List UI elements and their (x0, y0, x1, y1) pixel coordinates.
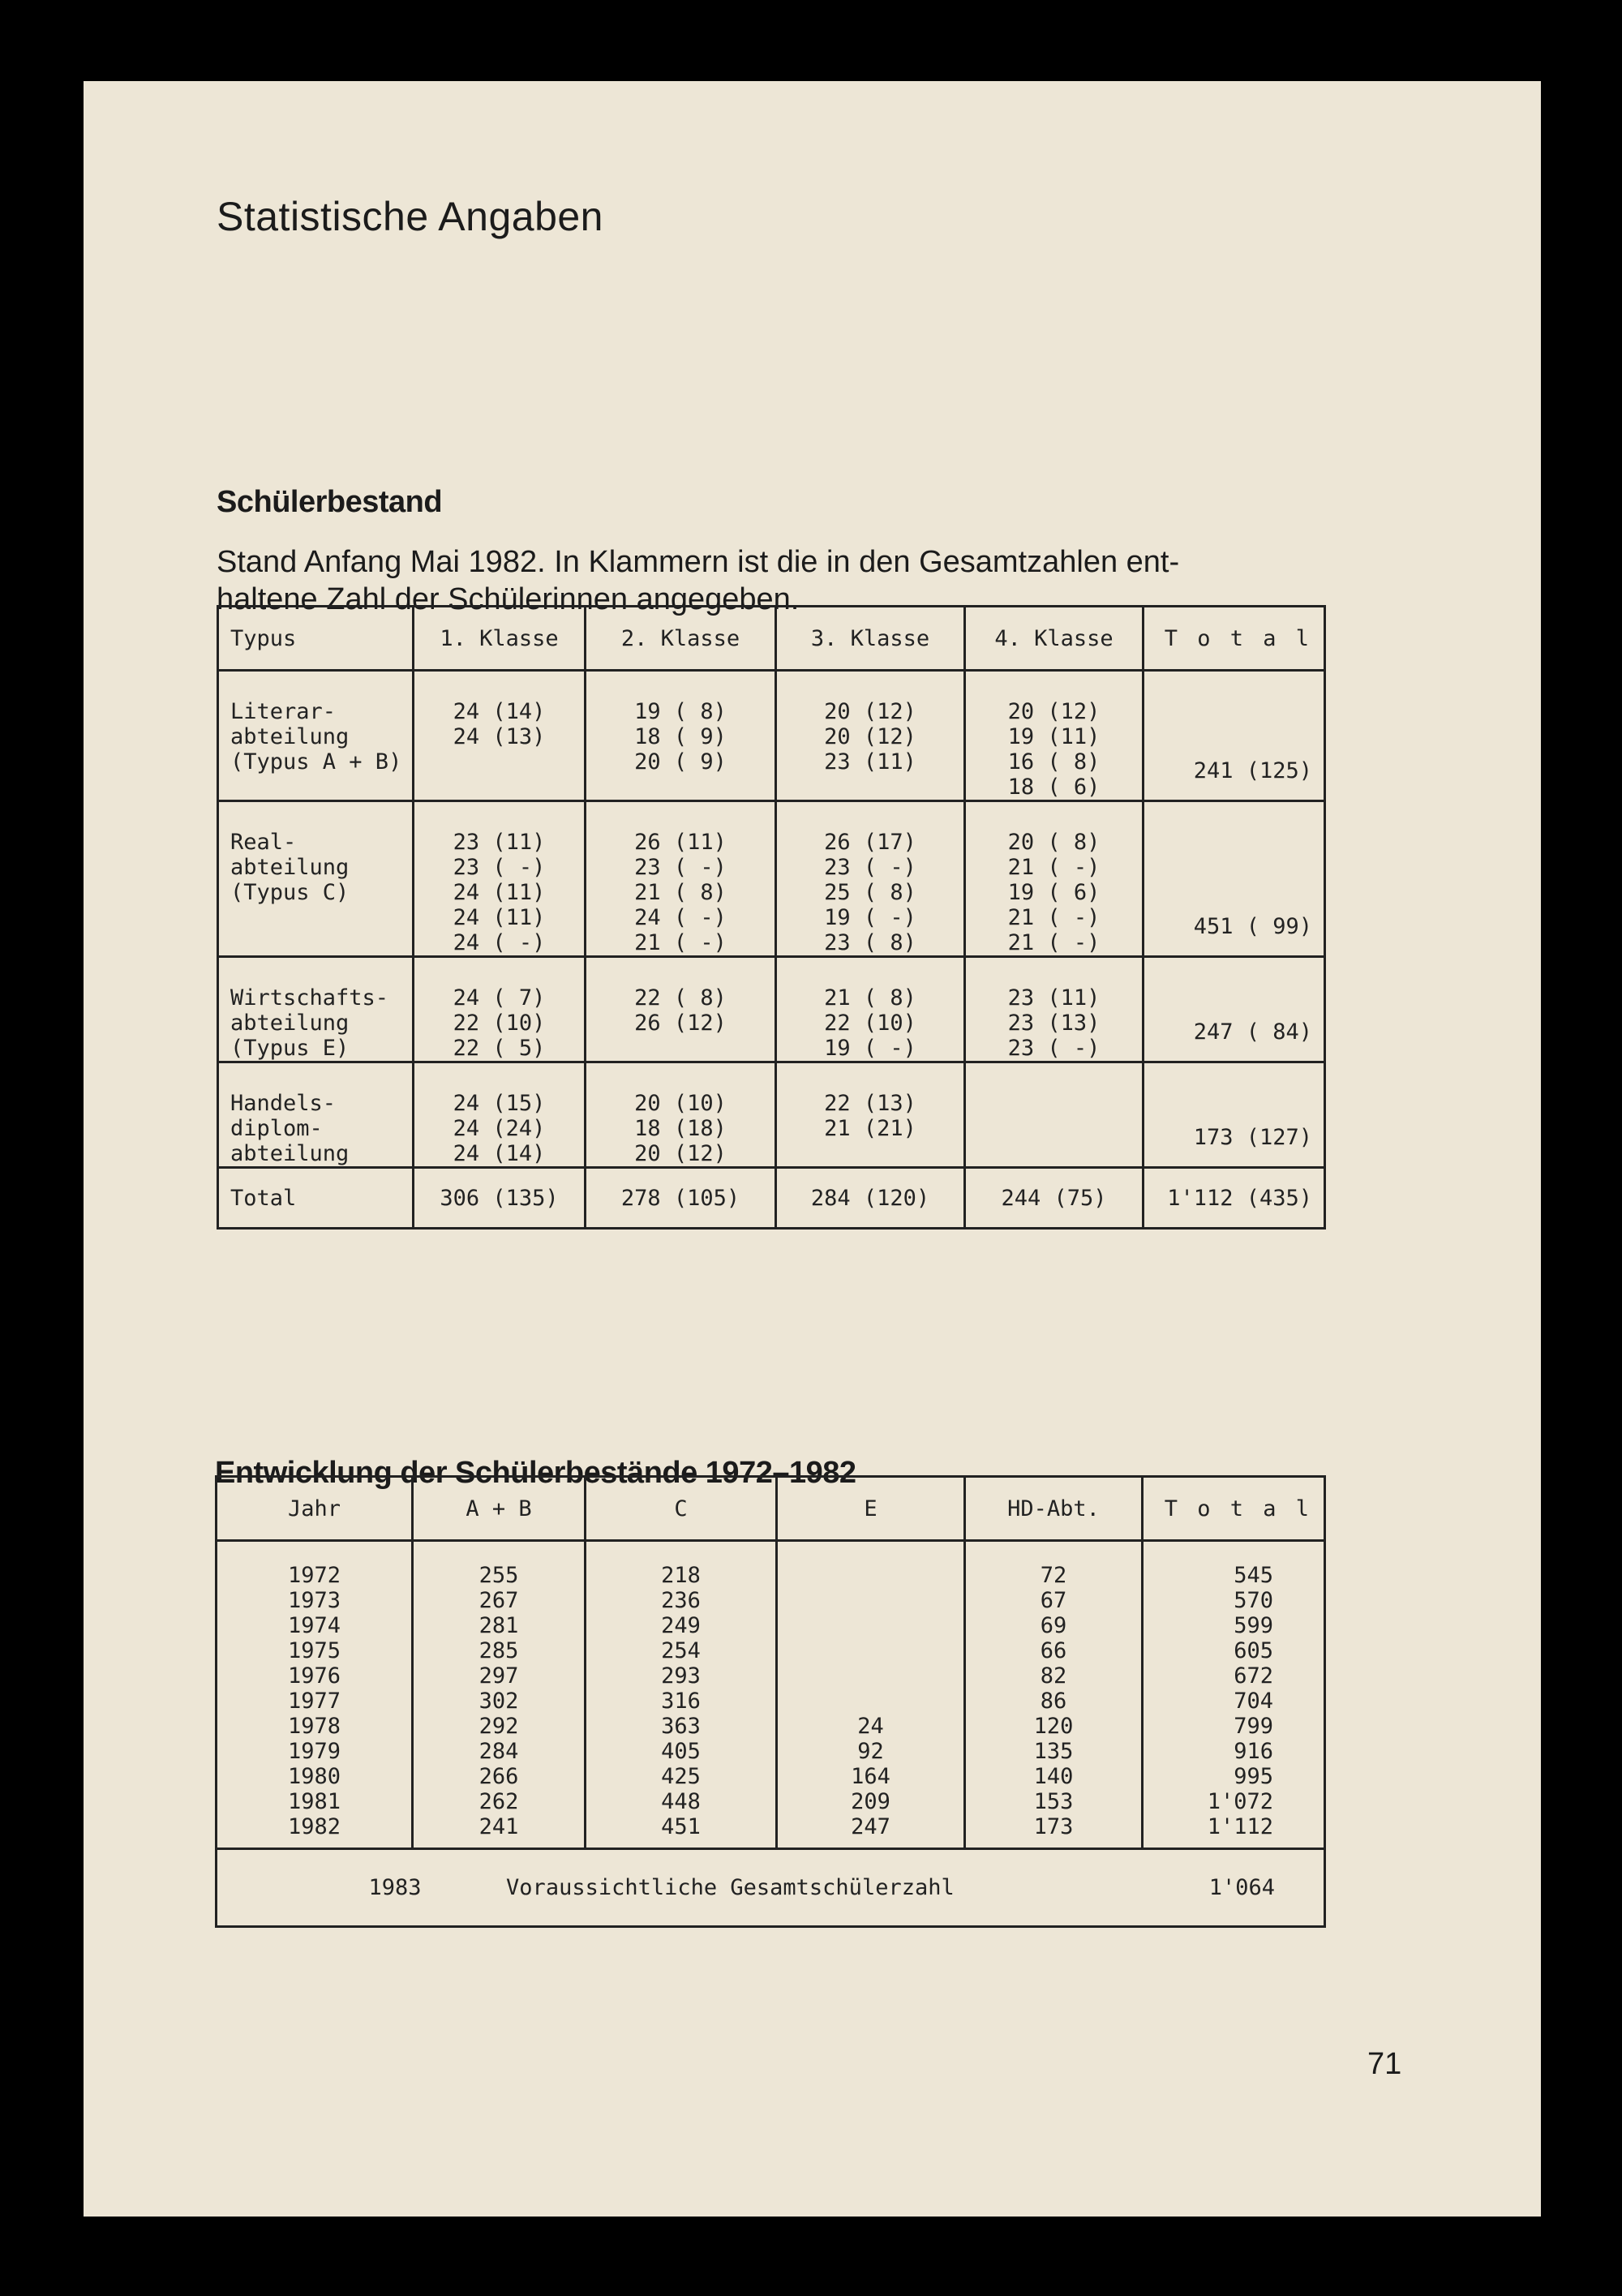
cell-line: Wirtschafts- (230, 985, 389, 1011)
typus-cell (218, 671, 414, 801)
cell-line: 21 (21) (824, 1116, 916, 1141)
cell-line: 18 ( 6) (1007, 775, 1101, 800)
year-c-value: 236 (661, 1588, 701, 1613)
klasse-2-cell (586, 671, 776, 801)
cell-line: (Typus A + B) (230, 749, 402, 775)
cell-line: 24 (13) (453, 724, 546, 749)
klasse-1-cell (414, 957, 586, 1062)
cell-line: 21 ( 8) (824, 985, 916, 1011)
cell-line: 20 (12) (1007, 699, 1101, 724)
hd-column (965, 1541, 1143, 1849)
klasse-4-cell (965, 1062, 1144, 1168)
cell-line: 20 (12) (824, 724, 916, 749)
year-e-value (789, 1638, 952, 1663)
cell-line: 23 (11) (824, 749, 916, 775)
cell-line: abteilung (230, 1141, 350, 1166)
year-ab-value: 292 (478, 1714, 519, 1739)
cell-line: abteilung (230, 724, 350, 749)
table-footer-row (217, 1849, 1325, 1927)
year-ab-value: 281 (478, 1613, 519, 1638)
forecast-label: Voraussichtliche Gesamtschülerzahl (506, 1875, 955, 1900)
cell-line: 23 ( -) (824, 855, 916, 880)
year-e-value: 24 (857, 1714, 884, 1739)
klasse-3-cell (776, 801, 965, 957)
cell-line: 21 ( 8) (634, 880, 727, 905)
year-ab-value: 302 (478, 1689, 519, 1714)
intro-line-1: Stand Anfang Mai 1982. In Klammern ist die in den Gesamtzahlen ent- (217, 545, 1180, 579)
c-column (586, 1541, 777, 1849)
page-heading: Statistische Angaben (217, 194, 603, 239)
cell-line: (Typus E) (230, 1036, 350, 1061)
column-header: Jahr (217, 1477, 413, 1541)
year-jahr-value: 1979 (287, 1739, 341, 1764)
table-row (218, 1062, 1325, 1168)
year-total-value: 1'072 (1207, 1789, 1273, 1814)
cell-line: 22 ( 8) (634, 985, 727, 1011)
klasse-3-cell (776, 1062, 965, 1168)
column-header: 1. Klasse (414, 607, 586, 671)
table-body-row (217, 1541, 1325, 1849)
cell-line: 26 (12) (634, 1011, 727, 1036)
year-e-value: 92 (857, 1739, 884, 1764)
cell-line: 20 (12) (824, 699, 916, 724)
year-jahr-value: 1982 (287, 1814, 341, 1839)
year-total-value: 545 (1234, 1563, 1273, 1588)
cell-line: 22 ( 5) (453, 1036, 546, 1061)
year-c-value: 425 (661, 1764, 701, 1789)
cell-line: 24 (24) (453, 1116, 546, 1141)
year-total-value: 1'112 (1207, 1814, 1273, 1839)
column-header: T o t a l (1143, 1477, 1325, 1541)
klasse-4-cell (965, 957, 1144, 1062)
cell-line: 23 ( -) (453, 855, 546, 880)
cell-line: 19 ( 8) (634, 699, 727, 724)
cell-line: 19 ( 6) (1007, 880, 1101, 905)
cell-line: 24 ( 7) (453, 985, 546, 1011)
total-klasse-4: 244 (75) (965, 1168, 1144, 1229)
cell-line: 26 (17) (824, 830, 916, 855)
year-ab-value: 285 (478, 1638, 519, 1663)
year-hd-value: 82 (1040, 1663, 1067, 1689)
cell-line: 22 (13) (824, 1091, 916, 1116)
cell-line: 23 ( -) (634, 855, 727, 880)
cell-line: (Typus C) (230, 880, 350, 905)
page-number: 71 (1367, 2047, 1402, 2081)
cell-line: 23 (11) (453, 830, 546, 855)
table-row (218, 801, 1325, 957)
cell-line: Literar- (230, 699, 337, 724)
column-header: 2. Klasse (586, 607, 776, 671)
year-jahr-value: 1972 (287, 1563, 341, 1588)
cell-line: abteilung (230, 1011, 350, 1036)
forecast-value: 1'064 (1208, 1875, 1275, 1900)
year-c-value: 363 (661, 1714, 701, 1739)
year-e-value (789, 1588, 952, 1613)
cell-line: 21 ( -) (1007, 855, 1101, 880)
year-ab-value: 241 (478, 1814, 519, 1839)
year-jahr-value: 1981 (287, 1789, 341, 1814)
column-header: 4. Klasse (965, 607, 1144, 671)
total-klasse-1: 306 (135) (414, 1168, 586, 1229)
year-e-value: 247 (851, 1814, 890, 1839)
year-c-value: 249 (661, 1613, 701, 1638)
cell-line: 20 (12) (634, 1141, 727, 1166)
cell-line: 20 ( 8) (1007, 830, 1101, 855)
cell-line: 19 ( -) (824, 905, 916, 930)
year-total-value: 799 (1234, 1714, 1273, 1739)
year-ab-value: 267 (478, 1588, 519, 1613)
year-jahr-value: 1974 (287, 1613, 341, 1638)
cell-line: 24 ( -) (634, 905, 727, 930)
cell-line: 24 (14) (453, 1141, 546, 1166)
total-cell: 173 (127) (1144, 1062, 1325, 1168)
cell-line: 23 (11) (1007, 985, 1101, 1011)
year-ab-value: 266 (478, 1764, 519, 1789)
cell-line: 21 ( -) (1007, 930, 1101, 955)
cell-line: Real- (230, 830, 297, 855)
cell-line: 24 (11) (453, 880, 546, 905)
total-cell: 247 ( 84) (1144, 957, 1325, 1062)
intro-line-2: haltene Zahl der Schülerinnen angegeben. (217, 582, 800, 616)
klasse-3-cell (776, 957, 965, 1062)
section-title-schuelerbestand: Schülerbestand (217, 485, 443, 519)
year-total-value: 916 (1234, 1739, 1273, 1764)
year-c-value: 405 (661, 1739, 701, 1764)
cell-line: 22 (10) (453, 1011, 546, 1036)
year-jahr-value: 1973 (287, 1588, 341, 1613)
year-jahr-value: 1980 (287, 1764, 341, 1789)
year-e-value (789, 1663, 952, 1689)
column-header: C (586, 1477, 777, 1541)
table-row (218, 671, 1325, 801)
year-total-value: 599 (1234, 1613, 1273, 1638)
year-e-value: 209 (851, 1789, 890, 1814)
year-total-value: 570 (1234, 1588, 1273, 1613)
klasse-2-cell (586, 801, 776, 957)
year-hd-value: 86 (1040, 1689, 1067, 1714)
year-ab-value: 297 (478, 1663, 519, 1689)
cell-line: 20 ( 9) (634, 749, 727, 775)
klasse-3-cell (776, 671, 965, 801)
year-jahr-value: 1978 (287, 1714, 341, 1739)
total-klasse-2: 278 (105) (586, 1168, 776, 1229)
total-label: Total (218, 1168, 414, 1229)
cell-line: diplom- (230, 1116, 323, 1141)
klasse-2-cell (586, 1062, 776, 1168)
grand-total: 1'112 (435) (1144, 1168, 1325, 1229)
jahr-column (217, 1541, 413, 1849)
total-cell: 241 (125) (1144, 671, 1325, 801)
cell-line: 19 ( -) (824, 1036, 916, 1061)
column-header: HD-Abt. (965, 1477, 1143, 1541)
year-total-value: 995 (1234, 1764, 1273, 1789)
year-ab-value: 284 (478, 1739, 519, 1764)
year-e-value (789, 1689, 952, 1714)
table-header-row (217, 1477, 1325, 1541)
year-c-value: 218 (661, 1563, 701, 1588)
year-e-value (789, 1613, 952, 1638)
year-total-value: 672 (1234, 1663, 1273, 1689)
schuelerbestand-table (217, 605, 1326, 1230)
column-header: A + B (413, 1477, 586, 1541)
year-hd-value: 67 (1040, 1588, 1067, 1613)
cell-line: 16 ( 8) (1007, 749, 1101, 775)
year-hd-value: 173 (1033, 1814, 1074, 1839)
cell-line: 20 (10) (634, 1091, 727, 1116)
year-c-value: 293 (661, 1663, 701, 1689)
total-column (1143, 1541, 1325, 1849)
section-title-entwicklung: Entwicklung der Schülerbestände 1972–1982 (215, 1456, 856, 1490)
year-e-value: 164 (851, 1764, 890, 1789)
year-c-value: 451 (661, 1814, 701, 1839)
year-c-value: 316 (661, 1689, 701, 1714)
cell-line: abteilung (230, 855, 350, 880)
year-total-value: 704 (1234, 1689, 1273, 1714)
klasse-2-cell (586, 957, 776, 1062)
klasse-1-cell (414, 1062, 586, 1168)
klasse-4-cell (965, 671, 1144, 801)
e-column (777, 1541, 965, 1849)
year-ab-value: 255 (478, 1563, 519, 1588)
year-hd-value: 72 (1040, 1563, 1067, 1588)
cell-line: 18 ( 9) (634, 724, 727, 749)
year-c-value: 254 (661, 1638, 701, 1663)
year-jahr-value: 1975 (287, 1638, 341, 1663)
cell-line: 19 (11) (1007, 724, 1101, 749)
typus-cell (218, 1062, 414, 1168)
cell-line: 21 ( -) (1007, 905, 1101, 930)
column-header: E (777, 1477, 965, 1541)
cell-line: 25 ( 8) (824, 880, 916, 905)
year-hd-value: 135 (1033, 1739, 1074, 1764)
table-row (218, 957, 1325, 1062)
year-hd-value: 140 (1033, 1764, 1074, 1789)
forecast-cell (217, 1849, 1325, 1927)
table-header-row (218, 607, 1325, 671)
klasse-4-cell (965, 801, 1144, 957)
year-total-value: 605 (1234, 1638, 1273, 1663)
column-header: 3. Klasse (776, 607, 965, 671)
year-c-value: 448 (661, 1789, 701, 1814)
entwicklung-table (215, 1475, 1326, 1928)
cell-line: 22 (10) (824, 1011, 916, 1036)
ab-column (413, 1541, 586, 1849)
column-header: Typus (218, 607, 414, 671)
table-total-row (218, 1168, 1325, 1229)
cell-line: 26 (11) (634, 830, 727, 855)
year-hd-value: 120 (1033, 1714, 1074, 1739)
klasse-1-cell (414, 801, 586, 957)
cell-line: 24 (14) (453, 699, 546, 724)
year-hd-value: 69 (1040, 1613, 1067, 1638)
year-ab-value: 262 (478, 1789, 519, 1814)
klasse-1-cell (414, 671, 586, 801)
year-hd-value: 66 (1040, 1638, 1067, 1663)
typus-cell (218, 957, 414, 1062)
column-header: T o t a l (1144, 607, 1325, 671)
total-klasse-3: 284 (120) (776, 1168, 965, 1229)
cell-line: 18 (18) (634, 1116, 727, 1141)
year-jahr-value: 1976 (287, 1663, 341, 1689)
cell-line: 23 ( 8) (824, 930, 916, 955)
year-hd-value: 153 (1033, 1789, 1074, 1814)
cell-line: Handels- (230, 1091, 337, 1116)
forecast-year: 1983 (368, 1875, 422, 1900)
year-jahr-value: 1977 (287, 1689, 341, 1714)
cell-line: 24 (11) (453, 905, 546, 930)
typus-cell (218, 801, 414, 957)
cell-line: 24 ( -) (453, 930, 546, 955)
cell-line: 24 (15) (453, 1091, 546, 1116)
cell-line: 21 ( -) (634, 930, 727, 955)
total-cell: 451 ( 99) (1144, 801, 1325, 957)
cell-line: 23 ( -) (1007, 1036, 1101, 1061)
year-e-value (789, 1563, 952, 1588)
cell-line: 23 (13) (1007, 1011, 1101, 1036)
